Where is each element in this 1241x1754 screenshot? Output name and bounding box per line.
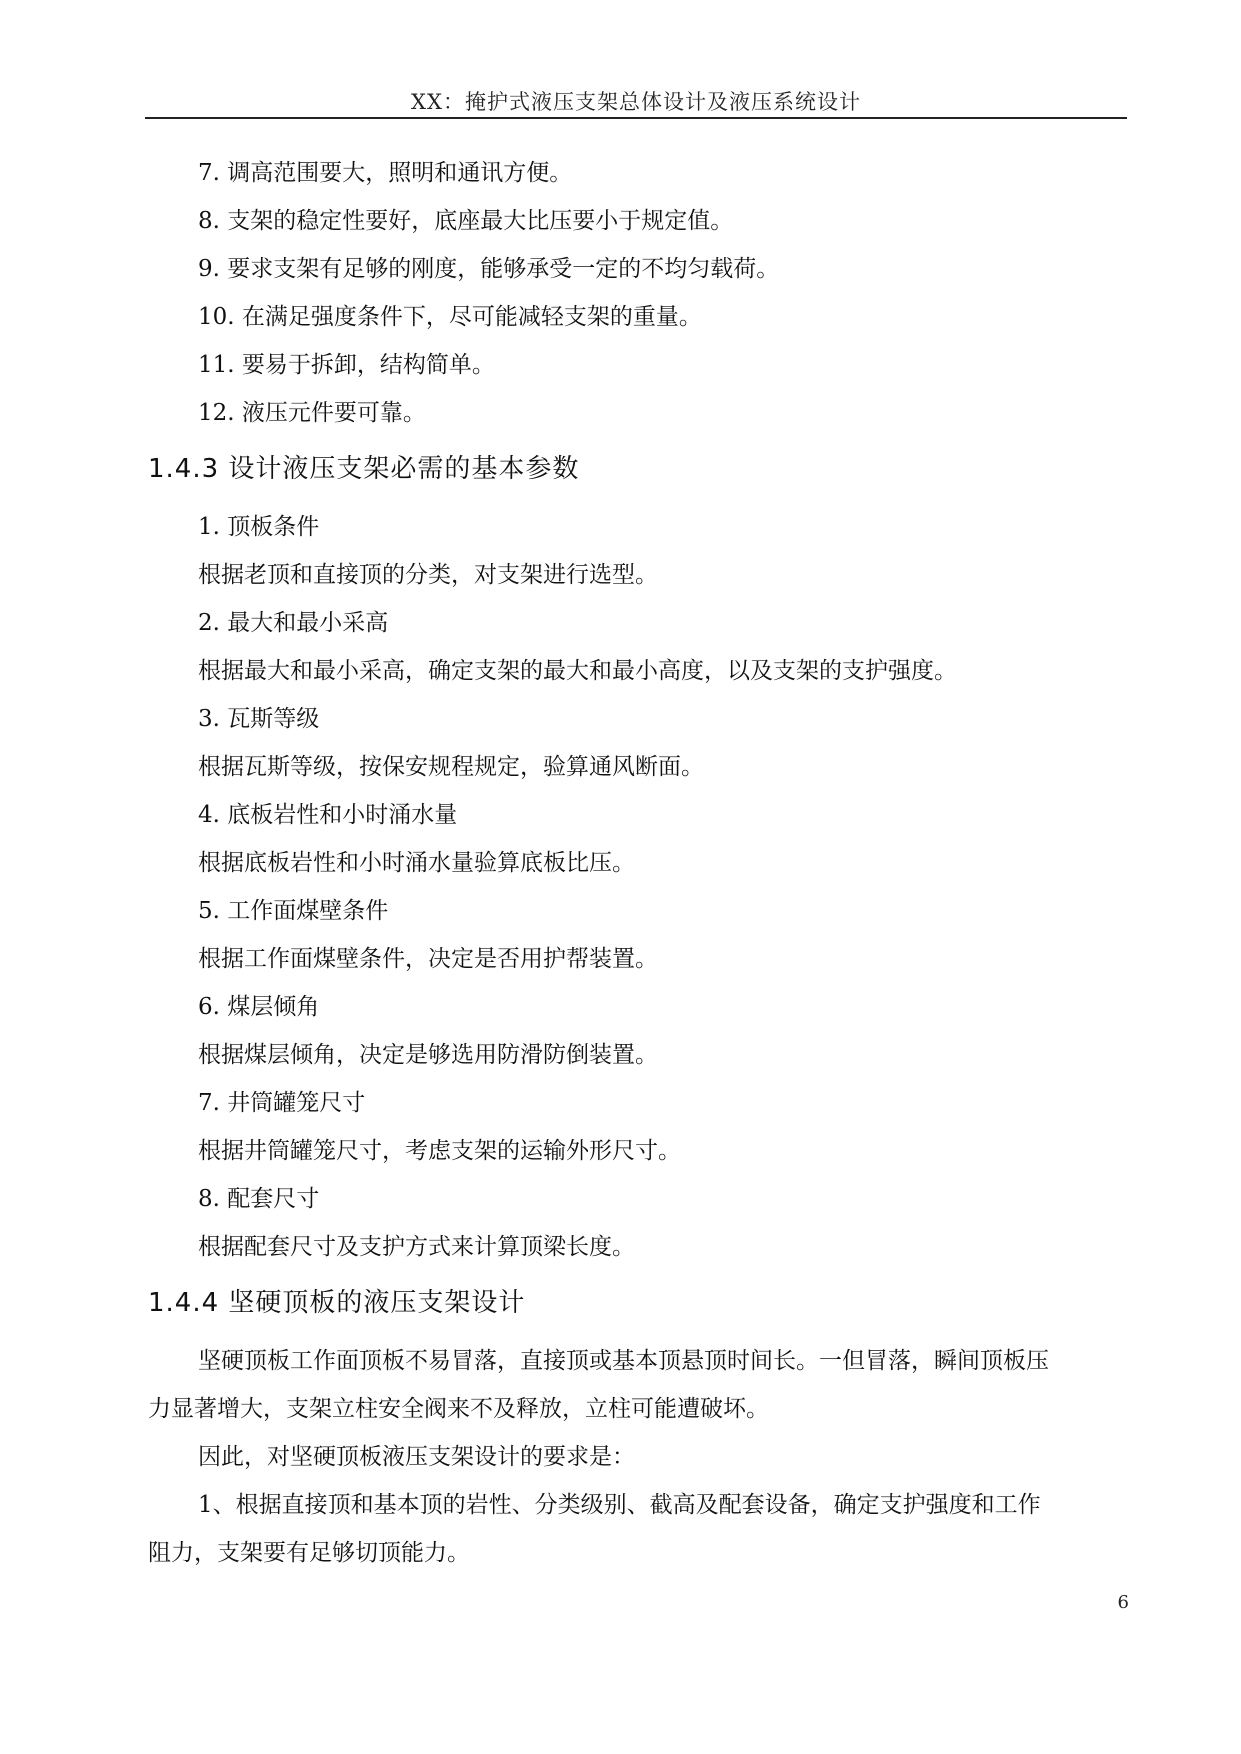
page-number: 6 bbox=[1117, 1592, 1129, 1613]
paragraph-line: 因此，对坚硬顶板液压支架设计的要求是： bbox=[198, 1444, 635, 1470]
param-body: 根据老顶和直接顶的分类，对支架进行选型。 bbox=[198, 562, 658, 588]
param-body: 根据瓦斯等级，按保安规程规定，验算通风断面。 bbox=[198, 754, 704, 780]
list-item: 11. 要易于拆卸，结构简单。 bbox=[198, 352, 495, 378]
paragraph-line: 坚硬顶板工作面顶板不易冒落，直接顶或基本顶悬顶时间长。一但冒落，瞬间顶板压 bbox=[198, 1348, 1049, 1374]
param-title: 5. 工作面煤壁条件 bbox=[198, 898, 389, 924]
param-title: 6. 煤层倾角 bbox=[198, 994, 320, 1020]
header-divider bbox=[145, 117, 1127, 119]
running-header: XX：掩护式液压支架总体设计及液压系统设计 bbox=[411, 90, 861, 114]
paragraph-line: 阻力，支架要有足够切顶能力。 bbox=[148, 1540, 470, 1566]
paragraph-line: 力显著增大，支架立柱安全阀来不及释放，立柱可能遭破坏。 bbox=[148, 1396, 769, 1422]
list-item: 7. 调高范围要大，照明和通讯方便。 bbox=[198, 160, 573, 186]
list-item: 10. 在满足强度条件下，尽可能减轻支架的重量。 bbox=[198, 304, 702, 330]
param-title: 4. 底板岩性和小时涌水量 bbox=[198, 802, 458, 828]
param-body: 根据最大和最小采高，确定支架的最大和最小高度，以及支架的支护强度。 bbox=[198, 658, 957, 684]
paragraph-line: 1、根据直接顶和基本顶的岩性、分类级别、截高及配套设备，确定支护强度和工作 bbox=[198, 1492, 1041, 1518]
param-body: 根据底板岩性和小时涌水量验算底板比压。 bbox=[198, 850, 635, 876]
param-title: 7. 井筒罐笼尺寸 bbox=[198, 1090, 366, 1116]
list-item: 12. 液压元件要可靠。 bbox=[198, 400, 426, 426]
param-title: 2. 最大和最小采高 bbox=[198, 610, 389, 636]
param-title: 3. 瓦斯等级 bbox=[198, 706, 320, 732]
param-body: 根据配套尺寸及支护方式来计算顶梁长度。 bbox=[198, 1234, 635, 1260]
section-heading-1-4-4: 1.4.4 坚硬顶板的液压支架设计 bbox=[148, 1288, 526, 1318]
list-item: 9. 要求支架有足够的刚度，能够承受一定的不均匀载荷。 bbox=[198, 256, 780, 282]
list-item: 8. 支架的稳定性要好，底座最大比压要小于规定值。 bbox=[198, 208, 734, 234]
param-body: 根据工作面煤壁条件，决定是否用护帮装置。 bbox=[198, 946, 658, 972]
param-body: 根据井筒罐笼尺寸，考虑支架的运输外形尺寸。 bbox=[198, 1138, 681, 1164]
param-title: 8. 配套尺寸 bbox=[198, 1186, 320, 1212]
param-title: 1. 顶板条件 bbox=[198, 514, 320, 540]
section-heading-1-4-3: 1.4.3 设计液压支架必需的基本参数 bbox=[148, 454, 580, 484]
param-body: 根据煤层倾角，决定是够选用防滑防倒装置。 bbox=[198, 1042, 658, 1068]
